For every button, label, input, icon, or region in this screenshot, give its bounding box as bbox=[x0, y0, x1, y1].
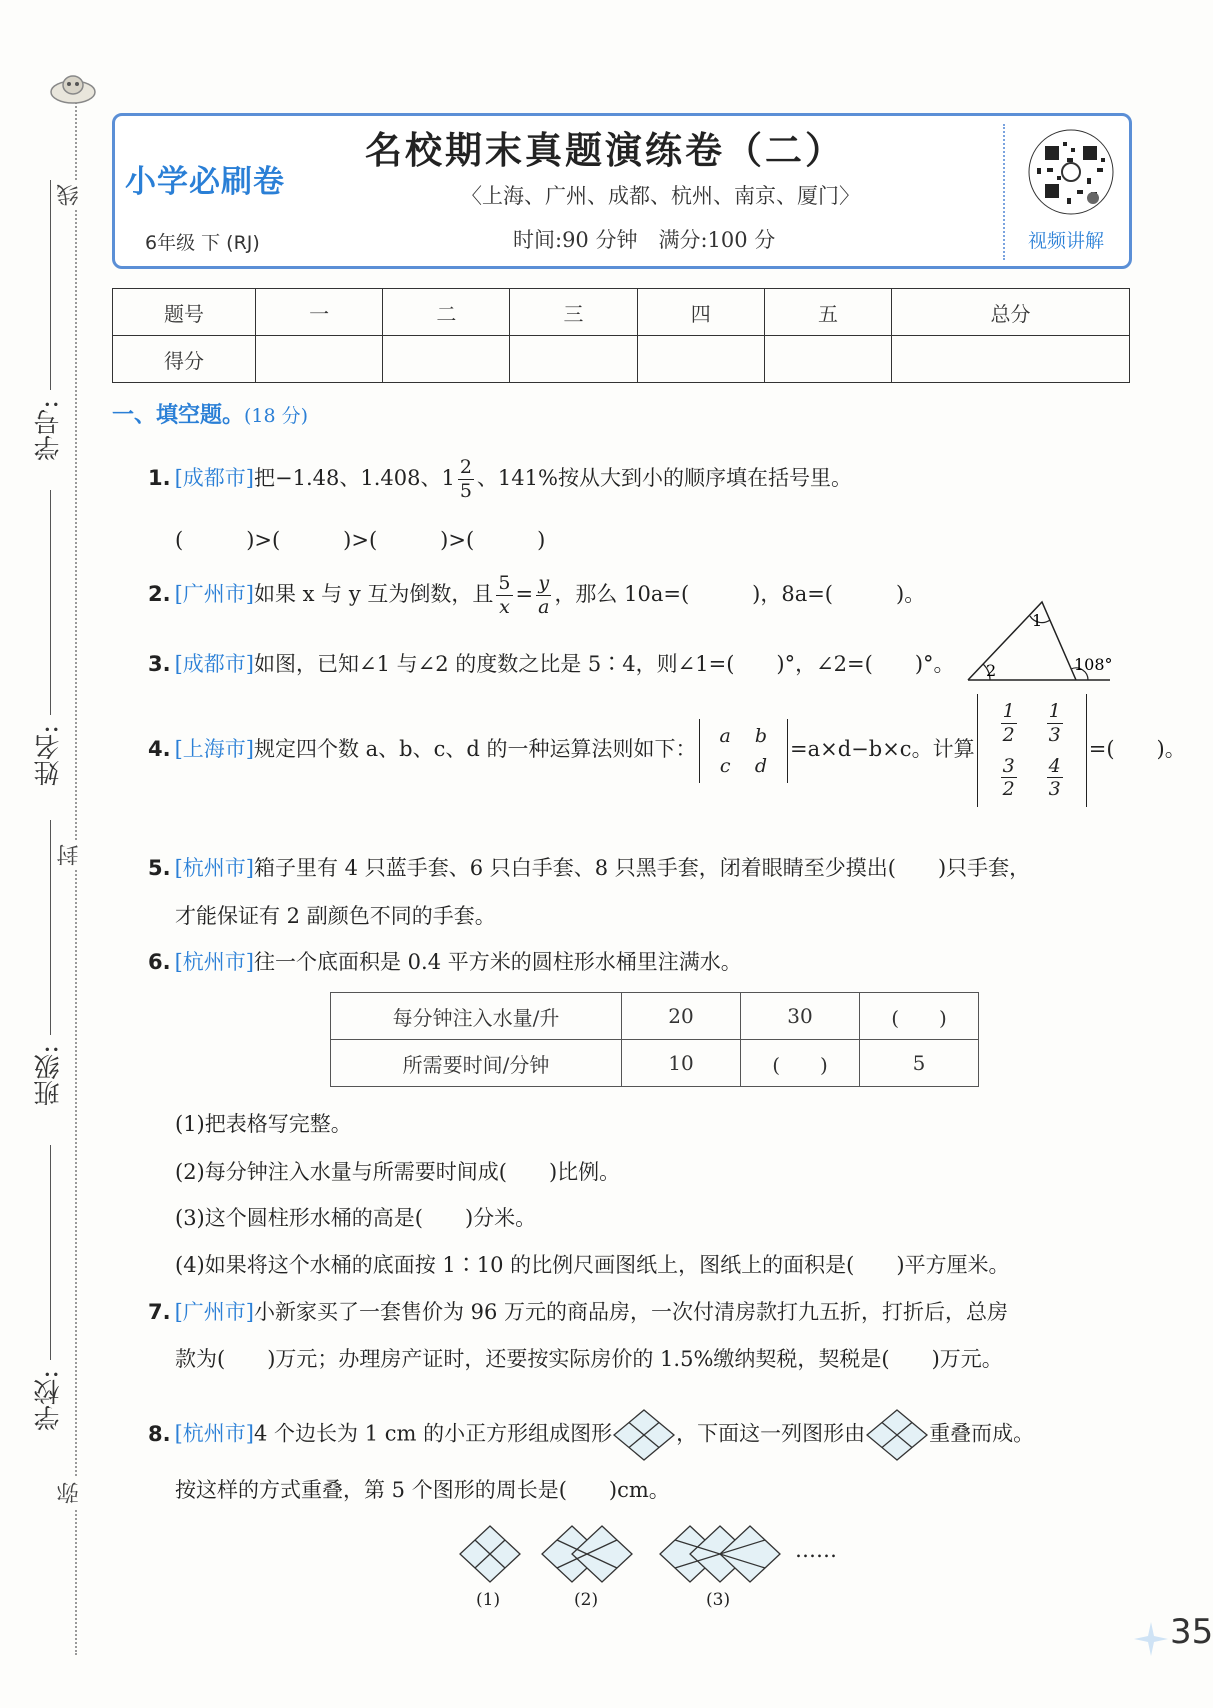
fraction-denominator: 3 bbox=[1048, 778, 1061, 801]
binding-dotted-line bbox=[75, 95, 77, 1655]
question-text: 如果 x 与 y 互为倒数，且 bbox=[253, 581, 494, 606]
student-id-line bbox=[50, 180, 51, 390]
fraction bbox=[1047, 755, 1063, 802]
figure-label-2: (2) bbox=[574, 1590, 599, 1610]
margin-mi: 弥 bbox=[54, 1478, 85, 1508]
fraction-numerator: 4 bbox=[1048, 754, 1061, 777]
school-line bbox=[50, 1145, 51, 1360]
section-title-text: 一、填空题。 bbox=[112, 403, 245, 428]
question-number: 8. bbox=[148, 1421, 171, 1446]
water-table-cell: 5 bbox=[860, 1040, 979, 1087]
score-col-5: 五 bbox=[764, 289, 891, 336]
pattern-figure-2 bbox=[540, 1524, 636, 1584]
score-col-2: 二 bbox=[383, 289, 510, 336]
pattern-figure-1 bbox=[458, 1524, 522, 1584]
figure-label-3: (3) bbox=[706, 1590, 731, 1610]
matrix-cell: a bbox=[719, 724, 731, 747]
score-cell[interactable] bbox=[892, 336, 1130, 383]
score-cell[interactable] bbox=[256, 336, 383, 383]
score-col-4: 四 bbox=[637, 289, 764, 336]
score-cell[interactable] bbox=[510, 336, 637, 383]
water-table-blank[interactable]: ( ) bbox=[860, 993, 979, 1040]
fraction-numerator: 2 bbox=[459, 456, 472, 478]
score-cell[interactable] bbox=[637, 336, 764, 383]
question-text: 、141%按从大到小的顺序填在括号里。 bbox=[476, 465, 852, 490]
angle-1-label: 1 bbox=[1032, 611, 1043, 630]
question-text: =a×d−b×c。计算 bbox=[790, 737, 975, 762]
fraction-numerator: y bbox=[536, 572, 551, 596]
score-table-score-row bbox=[113, 336, 1130, 383]
question-number: 4. bbox=[148, 737, 171, 762]
question-3 bbox=[148, 648, 955, 678]
water-table-label: 每分钟注入水量/升 bbox=[331, 993, 622, 1040]
angle-108-label: 108° bbox=[1074, 655, 1113, 674]
determinant-compute bbox=[977, 694, 1087, 807]
question-text: 往一个底面积是 0.4 平方米的圆柱形水桶里注满水。 bbox=[253, 950, 742, 974]
angle-2-label: 2 bbox=[986, 661, 997, 680]
fraction-denominator: a bbox=[538, 595, 550, 618]
water-table-cell: 10 bbox=[622, 1040, 741, 1087]
question-text: =( )。 bbox=[1088, 737, 1186, 762]
video-explain-link[interactable]: 视频讲解 bbox=[1028, 230, 1105, 252]
exam-header bbox=[112, 113, 1132, 269]
fraction bbox=[458, 456, 474, 503]
section-points: (18 分) bbox=[244, 405, 309, 427]
fraction-denominator: 2 bbox=[1002, 723, 1015, 746]
question-text: ，那么 10a=( )，8a=( )。 bbox=[554, 581, 926, 606]
water-table-cell: 20 bbox=[622, 993, 741, 1040]
figure-label-1: (1) bbox=[476, 1590, 501, 1610]
triangle-figure bbox=[960, 596, 1120, 686]
margin-xian: 线 bbox=[54, 180, 85, 210]
water-table-blank[interactable]: ( ) bbox=[741, 1040, 860, 1087]
city-tag: [成都市] bbox=[174, 652, 254, 676]
score-col-total: 总分 bbox=[892, 289, 1130, 336]
score-col-1: 一 bbox=[256, 289, 383, 336]
question-2 bbox=[148, 572, 925, 619]
fraction-numerator: 3 bbox=[1002, 754, 1015, 777]
grade-label: 6年级 下 (RJ) bbox=[145, 232, 260, 254]
fraction-numerator: 1 bbox=[1048, 700, 1061, 722]
question-number: 2. bbox=[148, 581, 171, 606]
question-number: 6. bbox=[148, 950, 171, 974]
fraction-denominator: x bbox=[499, 595, 510, 618]
city-tag: [杭州市] bbox=[174, 1421, 254, 1446]
question-text: 4 个边长为 1 cm 的小正方形组成图形 bbox=[253, 1421, 613, 1446]
class-label: 班级: bbox=[34, 1045, 64, 1106]
diamond-shape-icon bbox=[865, 1408, 929, 1462]
city-tag: [杭州市] bbox=[174, 856, 254, 880]
pattern-figure-3 bbox=[658, 1524, 784, 1584]
name-line bbox=[50, 490, 51, 715]
score-cell[interactable] bbox=[764, 336, 891, 383]
sparkle-icon bbox=[1132, 1620, 1170, 1658]
score-col-3: 三 bbox=[510, 289, 637, 336]
time-score-info: 时间:90 分钟 满分:100 分 bbox=[513, 228, 776, 252]
answer-blanks[interactable]: ( )>( )>( )>( ) bbox=[175, 528, 546, 552]
city-tag: [上海市] bbox=[174, 737, 254, 762]
fraction-numerator: 1 bbox=[1002, 700, 1015, 722]
margin-feng: 封 bbox=[54, 840, 85, 870]
sub-question-4: (4)如果将这个水桶的底面按 1∶10 的比例尺画图纸上，图纸上的面积是( )平方厘米。 bbox=[175, 1253, 1010, 1277]
water-table-cell: 30 bbox=[741, 993, 860, 1040]
diamond-shape-icon bbox=[612, 1408, 676, 1462]
qr-code-icon[interactable] bbox=[1027, 128, 1115, 216]
name-label: 姓名: bbox=[34, 725, 64, 786]
question-text: 小新家买了一套售价为 96 万元的商品房，一次付清房款打九五折，打折后，总房 bbox=[253, 1300, 1009, 1324]
question-number: 5. bbox=[148, 856, 171, 880]
score-label: 得分 bbox=[113, 336, 256, 383]
score-cell[interactable] bbox=[383, 336, 510, 383]
city-tag: [杭州市] bbox=[174, 950, 254, 974]
sub-question-2: (2)每分钟注入水量与所需要时间成( )比例。 bbox=[175, 1160, 621, 1184]
fraction bbox=[496, 572, 512, 619]
question-8-line-2: 按这样的方式重叠，第 5 个图形的周长是( )cm。 bbox=[175, 1478, 670, 1502]
figure-ellipsis: …… bbox=[795, 1538, 837, 1562]
school-label: 学校: bbox=[34, 1370, 64, 1431]
question-7-line-2: 款为( )万元；办理房产证时，还要按实际房价的 1.5%缴纳契税，契税是( )万元。 bbox=[175, 1347, 1003, 1371]
student-id-label: 学号: bbox=[34, 400, 64, 461]
fraction bbox=[1001, 755, 1017, 802]
fraction-denominator: 2 bbox=[1002, 778, 1015, 801]
brand-label: 小学必刷卷 bbox=[125, 164, 285, 200]
mascot-icon bbox=[48, 70, 98, 106]
question-text: 重叠而成。 bbox=[929, 1421, 1035, 1446]
question-7 bbox=[148, 1296, 1008, 1326]
question-number: 7. bbox=[148, 1300, 171, 1324]
water-table bbox=[330, 992, 979, 1087]
fraction-denominator: 3 bbox=[1048, 723, 1061, 746]
matrix-cell: c bbox=[719, 754, 731, 777]
question-6 bbox=[148, 946, 742, 976]
fraction-numerator: 5 bbox=[498, 572, 511, 594]
equals-sign: = bbox=[515, 581, 534, 606]
score-table bbox=[112, 288, 1130, 383]
question-text: 如图，已知∠1 与∠2 的度数之比是 5∶4，则∠1=( )°，∠2=( )°。 bbox=[253, 652, 955, 676]
question-5 bbox=[148, 852, 1030, 882]
question-text: 箱子里有 4 只蓝手套、6 只白手套、8 只黑手套，闭着眼睛至少摸出( )只手套， bbox=[253, 856, 1031, 880]
question-text: ，下面这一列图形由 bbox=[676, 1421, 866, 1446]
determinant-definition bbox=[699, 719, 789, 783]
score-table-header-row bbox=[113, 289, 1130, 336]
city-tag: [广州市] bbox=[174, 1300, 254, 1324]
question-text: 规定四个数 a、b、c、d 的一种运算法则如下： bbox=[253, 737, 697, 762]
matrix-cell: d bbox=[754, 754, 768, 777]
water-table-row bbox=[331, 993, 979, 1040]
fraction bbox=[1001, 700, 1017, 747]
class-line bbox=[50, 820, 51, 1035]
question-number-label: 题号 bbox=[113, 289, 256, 336]
water-table-label: 所需要时间/分钟 bbox=[331, 1040, 622, 1087]
question-8 bbox=[148, 1408, 1034, 1462]
question-1 bbox=[148, 456, 852, 503]
sub-question-3: (3)这个圆柱形水桶的高是( )分米。 bbox=[175, 1206, 537, 1230]
section-title bbox=[112, 398, 308, 429]
question-5-line-2: 才能保证有 2 副颜色不同的手套。 bbox=[175, 904, 496, 928]
exam-title: 名校期末真题演练卷（二） bbox=[365, 128, 845, 172]
city-tag: [成都市] bbox=[174, 465, 254, 490]
question-text: 把−1.48、1.408、1 bbox=[253, 465, 455, 490]
matrix-cell: b bbox=[754, 724, 768, 747]
fraction-denominator: 5 bbox=[459, 479, 472, 502]
cities-line: 〈上海、广州、成都、杭州、南京、厦门〉 bbox=[461, 184, 860, 208]
city-tag: [广州市] bbox=[174, 581, 254, 606]
question-4 bbox=[148, 694, 1186, 807]
sub-question-1: (1)把表格写完整。 bbox=[175, 1112, 352, 1136]
question-number: 1. bbox=[148, 465, 171, 490]
fraction bbox=[1047, 700, 1063, 747]
water-table-row bbox=[331, 1040, 979, 1087]
page-number: 35 bbox=[1170, 1612, 1213, 1652]
question-number: 3. bbox=[148, 652, 171, 676]
fraction bbox=[536, 572, 551, 619]
header-divider bbox=[1003, 124, 1005, 260]
